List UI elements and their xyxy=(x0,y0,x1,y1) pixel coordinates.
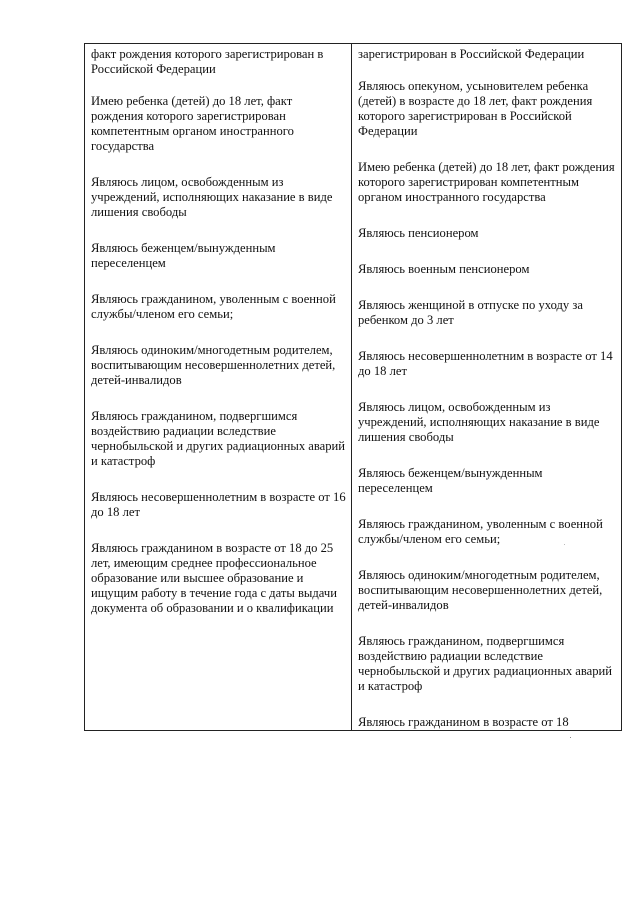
right-entry: Являюсь лицом, освобожденным из учреждений, исполняющих наказание в виде лишения свободы xyxy=(358,400,600,444)
right-entry: Являюсь одиноким/многодетным родителем, воспитывающим несовершеннолетних детей, детей-инвалидов xyxy=(358,568,603,612)
left-entry: Являюсь несовершеннолетним в возрасте от 16 до 18 лет xyxy=(91,490,346,519)
left-entry: Являюсь беженцем/вынужденным переселенцем xyxy=(91,241,276,270)
scan-speck xyxy=(570,737,571,738)
right-entry: Являюсь женщиной в отпуске по уходу за ребенком до 3 лет xyxy=(358,298,583,327)
left-column xyxy=(85,44,352,731)
categories-table xyxy=(84,43,622,731)
left-entry: Являюсь гражданином в возрасте от 18 до 25 лет, имеющим среднее профессиональное образование или высшее образование и ищущим работу в течение года с даты выдачи документа об образовании и о квалификации xyxy=(91,541,337,615)
right-entry: Являюсь гражданином в возрасте от 18 xyxy=(358,715,569,729)
right-entry: Являюсь беженцем/вынужденным переселенцем xyxy=(358,466,543,495)
left-entry: факт рождения которого зарегистрирован в Российской Федерации xyxy=(91,47,324,76)
right-entry: Являюсь военным пенсионером xyxy=(358,262,530,276)
right-entry: зарегистрирован в Российской Федерации xyxy=(358,47,585,61)
right-entry: Являюсь опекуном, усыновителем ребенка (детей) в возрасте до 18 лет, факт рождения которого зарегистрирован в Российской Федерации xyxy=(358,79,593,138)
left-entry: Являюсь одиноким/многодетным родителем, воспитывающим несовершеннолетних детей, детей-инвалидов xyxy=(91,343,336,387)
scan-speck xyxy=(564,544,565,545)
left-entry: Имею ребенка (детей) до 18 лет, факт рождения которого зарегистрирован компетентным органом иностранного государства xyxy=(91,94,294,153)
right-entry: Являюсь гражданином, уволенным с военной службы/членом его семьи; xyxy=(358,517,603,546)
right-entry: Являюсь гражданином, подвергшимся воздействию радиации вследствие чернобыльской и других радиационных аварий и катастроф xyxy=(358,634,613,693)
right-entry: Имею ребенка (детей) до 18 лет, факт рождения которого зарегистрирован компетентным органом иностранного государства xyxy=(358,160,615,204)
left-entry: Являюсь лицом, освобожденным из учреждений, исполняющих наказание в виде лишения свободы xyxy=(91,175,333,219)
right-entry: Являюсь пенсионером xyxy=(358,226,479,240)
right-column xyxy=(352,44,622,731)
left-entry: Являюсь гражданином, подвергшимся воздействию радиации вследствие чернобыльской и других радиационных аварий и катастроф xyxy=(91,409,346,468)
left-entry: Являюсь гражданином, уволенным с военной службы/членом его семьи; xyxy=(91,292,336,321)
table-row xyxy=(85,44,622,731)
right-entry: Являюсь несовершеннолетним в возрасте от 14 до 18 лет xyxy=(358,349,613,378)
